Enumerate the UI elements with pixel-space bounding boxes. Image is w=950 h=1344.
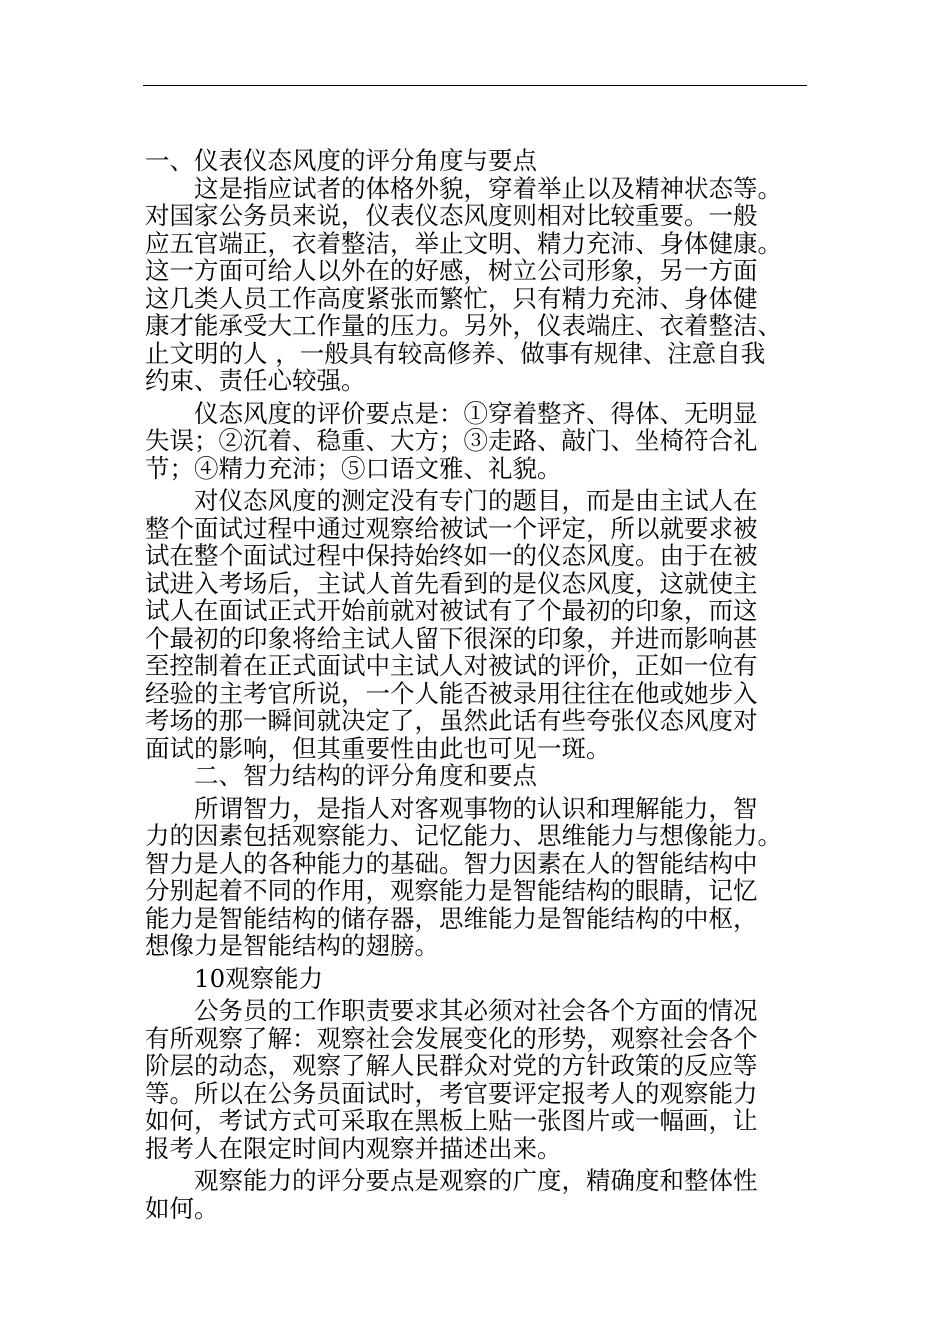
- document-body: [145, 147, 805, 1222]
- text-line: 这是指应试者的体格外貌，穿着举止以及精神状态等。: [194, 173, 782, 203]
- header-rule: [143, 85, 807, 86]
- text-line: 这一方面可给人以外在的好感，树立公司形象，另一方面: [145, 256, 758, 285]
- text-line: 这几类人员工作高度紧张而繁忙，只有精力充沛、身体健: [145, 283, 758, 313]
- text-line: 仪态风度的评价要点是：①穿着整齐、得体、无明显: [194, 398, 758, 428]
- text-line: 面试的影响，但其重要性由此也可见一斑。: [145, 733, 611, 763]
- text-line: 试在整个面试过程中保持始终如一的仪态风度。由于在被: [145, 541, 758, 570]
- text-line: 康才能承受大工作量的压力。另外，仪表端庄、衣着整洁、: [145, 311, 782, 340]
- text-line: 阶层的动态，观察了解人民群众对党的方针政策的反应等: [145, 1051, 758, 1080]
- text-line: 失误；②沉着、稳重、大方；③走路、敲门、坐椅符合礼: [145, 426, 758, 455]
- paragraph-measurement: [145, 487, 805, 762]
- paragraph-criteria: [145, 400, 805, 483]
- text-line: 想像力是智能结构的翅膀。: [145, 931, 439, 960]
- text-line: 至控制着在正式面试中主试人对被试的评价，正如一位有: [145, 651, 758, 680]
- text-line: 10观察能力: [194, 963, 324, 993]
- paragraph-observation-criteria: [145, 1167, 805, 1222]
- heading-1: [145, 147, 805, 175]
- text-line: 报考人在限定时间内观察并描述出来。: [145, 1133, 562, 1163]
- text-line: 二、智力结构的评分角度和要点: [194, 761, 537, 790]
- text-line: 如何。: [145, 1193, 219, 1223]
- text-line: 应五官端正，衣着整洁，举止文明、精力充沛、身体健康。: [145, 228, 782, 258]
- subheading-observation: [145, 965, 805, 993]
- text-line: 经验的主考官所说，一个人能否被录用往往在他或她步入: [145, 678, 758, 708]
- text-line: 力的因素包括观察能力、记忆能力、思维能力与想像能力。: [145, 821, 782, 850]
- text-line: 整个面试过程中通过观察给被试一个评定，所以就要求被: [145, 513, 758, 543]
- text-line: 节；④精力充沛；⑤口语文雅、礼貌。: [145, 453, 562, 483]
- text-line: 公务员的工作职责要求其必须对社会各个方面的情况: [194, 996, 758, 1025]
- text-line: 智力是人的各种能力的基础。智力因素在人的智能结构中: [145, 848, 758, 878]
- heading-2: [145, 762, 805, 790]
- text-line: 观察能力的评分要点是观察的广度，精确度和整体性: [194, 1166, 758, 1195]
- text-line: 止文明的人 ，一般具有较高修养、做事有规律、注意自我: [145, 338, 766, 368]
- text-line: 有所观察了解：观察社会发展变化的形势，观察社会各个: [145, 1023, 758, 1053]
- text-line: 试进入考场后，主试人首先看到的是仪态风度，这就使主: [145, 568, 758, 598]
- text-line: 试人在面试正式开始前就对被试有了个最初的印象，而这: [145, 596, 758, 625]
- paragraph-appearance: [145, 175, 805, 395]
- paragraph-intelligence: [145, 795, 805, 960]
- text-line: 分别起着不同的作用，观察能力是智能结构的眼睛，记忆: [145, 876, 758, 905]
- text-line: 所谓智力，是指人对客观事物的认识和理解能力，智: [194, 793, 758, 823]
- text-line: 一、仪表仪态风度的评分角度与要点: [145, 146, 537, 175]
- paragraph-observation: [145, 997, 805, 1162]
- text-line: 考场的那一瞬间就决定了，虽然此话有些夸张仪态风度对: [145, 706, 758, 735]
- text-line: 约束、责任心较强。: [145, 366, 366, 395]
- text-line: 个最初的印象将给主试人留下很深的印象，并进而影响甚: [145, 623, 758, 653]
- text-line: 对仪态风度的测定没有专门的题目，而是由主试人在: [194, 486, 758, 515]
- text-line: 等。所以在公务员面试时，考官要评定报考人的观察能力: [145, 1078, 758, 1108]
- text-line: 如何，考试方式可采取在黑板上贴一张图片或一幅画，让: [145, 1106, 758, 1135]
- text-line: 对国家公务员来说，仪表仪态风度则相对比较重要。一般: [145, 201, 758, 230]
- text-line: 能力是智能结构的储存器，思维能力是智能结构的中枢，: [145, 903, 758, 933]
